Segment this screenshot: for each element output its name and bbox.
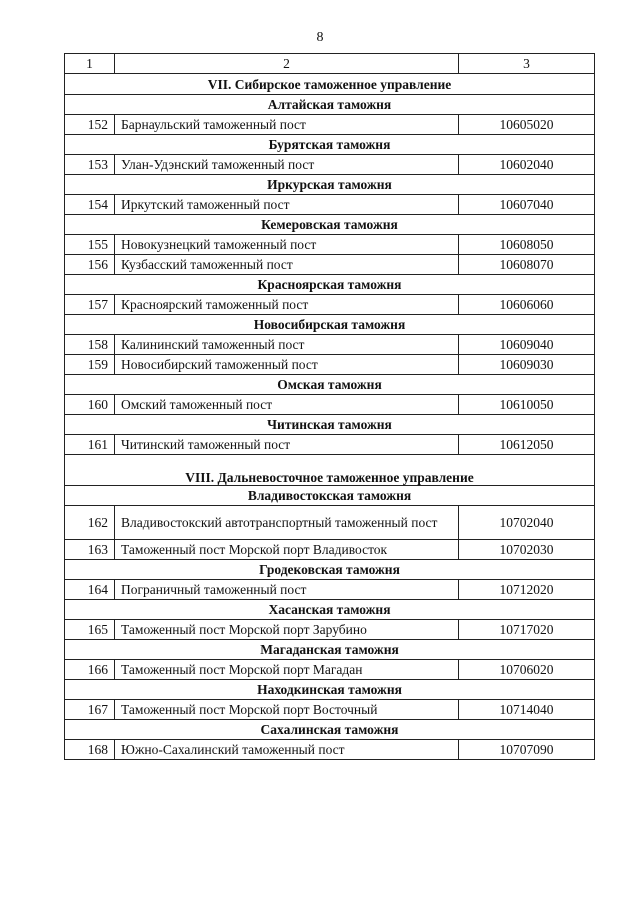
post-code: 10610050	[459, 395, 595, 415]
row-number: 156	[65, 255, 115, 275]
table-row	[65, 395, 595, 415]
customs-posts-table	[64, 53, 595, 760]
customs-title: Новосибирская таможня	[65, 315, 595, 335]
customs-title: Омская таможня	[65, 375, 595, 395]
table-row	[65, 700, 595, 720]
section-header-row	[65, 74, 595, 95]
customs-header-row	[65, 135, 595, 155]
table-row	[65, 155, 595, 175]
customs-header-row	[65, 640, 595, 660]
table-row	[65, 115, 595, 135]
table-row	[65, 235, 595, 255]
header-cell-name: 2	[115, 54, 459, 74]
post-name: Иркутский таможенный пост	[115, 195, 459, 215]
post-code: 10706020	[459, 660, 595, 680]
row-number: 160	[65, 395, 115, 415]
customs-header-row	[65, 275, 595, 295]
row-number: 161	[65, 435, 115, 455]
table-row	[65, 740, 595, 760]
row-number: 154	[65, 195, 115, 215]
post-name: Новосибирский таможенный пост	[115, 355, 459, 375]
customs-title: Бурятская таможня	[65, 135, 595, 155]
row-number: 162	[65, 506, 115, 540]
row-number: 164	[65, 580, 115, 600]
post-code: 10606060	[459, 295, 595, 315]
table-row	[65, 195, 595, 215]
post-code: 10609030	[459, 355, 595, 375]
post-name: Таможенный пост Морской порт Магадан	[115, 660, 459, 680]
table-row	[65, 620, 595, 640]
customs-header-row	[65, 375, 595, 395]
table-row	[65, 540, 595, 560]
table-row	[65, 355, 595, 375]
post-name: Читинский таможенный пост	[115, 435, 459, 455]
post-name: Южно-Сахалинский таможенный пост	[115, 740, 459, 760]
section-title: VII. Сибирское таможенное управление	[65, 74, 595, 95]
row-number: 168	[65, 740, 115, 760]
customs-title: Читинская таможня	[65, 415, 595, 435]
row-number: 155	[65, 235, 115, 255]
table-body	[65, 54, 595, 760]
row-number: 159	[65, 355, 115, 375]
customs-title: Алтайская таможня	[65, 95, 595, 115]
post-code: 10612050	[459, 435, 595, 455]
header-cell-code: 3	[459, 54, 595, 74]
table-row	[65, 660, 595, 680]
customs-header-row	[65, 486, 595, 506]
customs-header-row	[65, 415, 595, 435]
row-number: 165	[65, 620, 115, 640]
customs-title: Владивостокская таможня	[65, 486, 595, 506]
header-cell-number: 1	[65, 54, 115, 74]
customs-header-row	[65, 175, 595, 195]
post-name: Пограничный таможенный пост	[115, 580, 459, 600]
row-number: 163	[65, 540, 115, 560]
customs-title: Магаданская таможня	[65, 640, 595, 660]
post-name: Красноярский таможенный пост	[115, 295, 459, 315]
customs-header-row	[65, 315, 595, 335]
table-row	[65, 435, 595, 455]
post-name: Калининский таможенный пост	[115, 335, 459, 355]
row-number: 157	[65, 295, 115, 315]
customs-title: Гродековская таможня	[65, 560, 595, 580]
post-code: 10712020	[459, 580, 595, 600]
post-code: 10602040	[459, 155, 595, 175]
table-row	[65, 295, 595, 315]
table-row	[65, 580, 595, 600]
page-number: 8	[316, 30, 324, 45]
post-name: Кузбасский таможенный пост	[115, 255, 459, 275]
post-name: Омский таможенный пост	[115, 395, 459, 415]
table-row	[65, 506, 595, 540]
post-code: 10717020	[459, 620, 595, 640]
customs-title: Иркурская таможня	[65, 175, 595, 195]
post-code: 10608050	[459, 235, 595, 255]
header-row	[65, 54, 595, 74]
post-code: 10707090	[459, 740, 595, 760]
post-code: 10702040	[459, 506, 595, 540]
table-row	[65, 335, 595, 355]
post-name: Новокузнецкий таможенный пост	[115, 235, 459, 255]
row-number: 158	[65, 335, 115, 355]
post-name: Улан-Удэнский таможенный пост	[115, 155, 459, 175]
post-code: 10609040	[459, 335, 595, 355]
post-name: Таможенный пост Морской порт Зарубино	[115, 620, 459, 640]
post-name: Таможенный пост Морской порт Владивосток	[115, 540, 459, 560]
post-code: 10607040	[459, 195, 595, 215]
row-number: 167	[65, 700, 115, 720]
row-number: 153	[65, 155, 115, 175]
post-name: Барнаульский таможенный пост	[115, 115, 459, 135]
customs-title: Хасанская таможня	[65, 600, 595, 620]
row-number: 152	[65, 115, 115, 135]
section-title: VIII. Дальневосточное таможенное управление	[65, 455, 595, 486]
post-name: Владивостокский автотранспортный таможенный пост	[115, 506, 459, 540]
post-code: 10702030	[459, 540, 595, 560]
post-code: 10605020	[459, 115, 595, 135]
row-number: 166	[65, 660, 115, 680]
customs-title: Красноярская таможня	[65, 275, 595, 295]
customs-header-row	[65, 680, 595, 700]
customs-header-row	[65, 560, 595, 580]
post-code: 10714040	[459, 700, 595, 720]
customs-title: Кемеровская таможня	[65, 215, 595, 235]
customs-title: Сахалинская таможня	[65, 720, 595, 740]
customs-header-row	[65, 600, 595, 620]
post-code: 10608070	[459, 255, 595, 275]
post-name: Таможенный пост Морской порт Восточный	[115, 700, 459, 720]
customs-header-row	[65, 215, 595, 235]
customs-header-row	[65, 720, 595, 740]
customs-title: Находкинская таможня	[65, 680, 595, 700]
customs-header-row	[65, 95, 595, 115]
section-header-row	[65, 455, 595, 486]
table-row	[65, 255, 595, 275]
